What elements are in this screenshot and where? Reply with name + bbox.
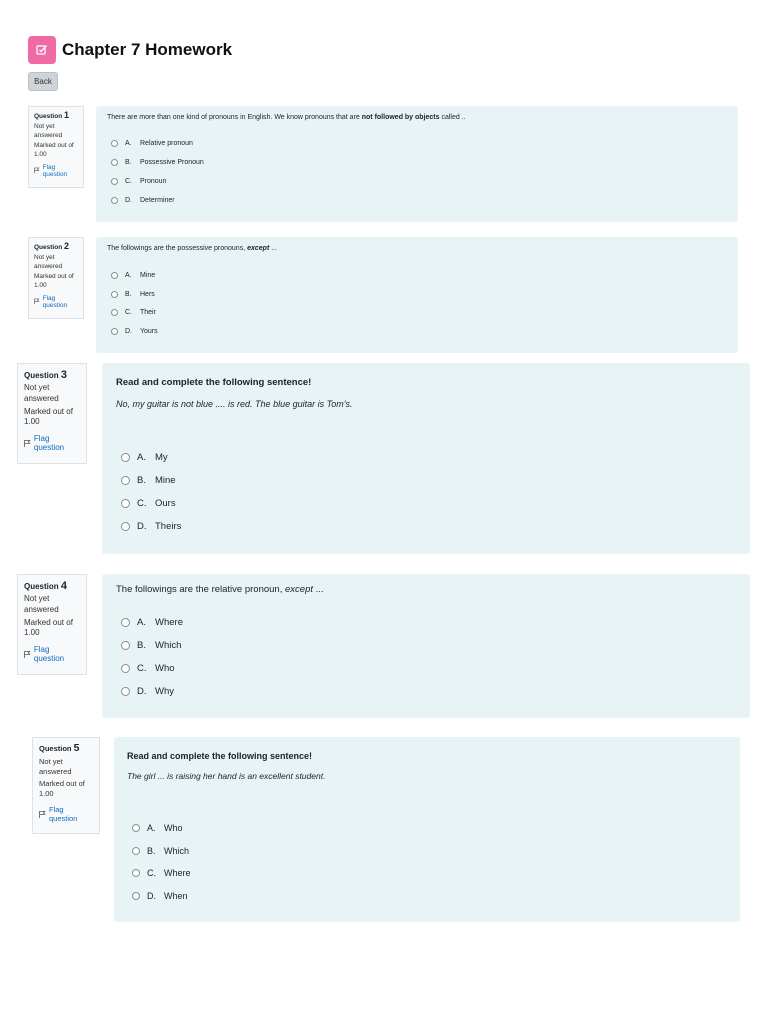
question-text: There are more than one kind of pronouns in English. We know pronouns that are not followed by objects called .. — [107, 114, 466, 121]
back-button[interactable]: Back — [28, 72, 58, 91]
flag-question-link[interactable] — [24, 434, 81, 452]
flag-question-label: Flag question — [33, 645, 65, 664]
question-state: Not yet answered — [24, 383, 59, 403]
flag-icon — [24, 650, 31, 659]
radio-icon[interactable] — [132, 892, 140, 900]
question-state: Not yet answered — [34, 122, 63, 139]
flag-icon — [34, 298, 40, 305]
question-label: Question — [24, 371, 59, 380]
question-mark: Marked out of 1.00 — [34, 142, 74, 159]
flag-icon — [34, 167, 40, 174]
question-sentence: No, my guitar is not blue .... is red. The blue guitar is Tom's. — [116, 399, 353, 409]
question-state: Not yet answered — [34, 253, 63, 270]
question-label: Question — [34, 113, 63, 120]
question-text: Read and complete the following sentence! — [116, 377, 312, 388]
answer-option[interactable]: B. Possessive Pronoun — [111, 159, 204, 166]
answer-option[interactable]: D. Why — [121, 686, 174, 697]
answer-option[interactable]: D. Theirs — [121, 521, 181, 532]
question-num: 2 — [63, 241, 69, 251]
answer-option[interactable]: B. Hers — [111, 291, 155, 298]
answer-option[interactable]: A. Who — [132, 823, 183, 833]
radio-icon[interactable] — [111, 178, 118, 185]
answer-option[interactable]: A. Mine — [111, 272, 155, 279]
question-1 — [28, 106, 738, 222]
question-text: Read and complete the following sentence! — [127, 751, 313, 761]
radio-icon[interactable] — [111, 309, 118, 316]
radio-icon[interactable] — [121, 522, 130, 531]
answer-option[interactable]: C. Where — [132, 868, 191, 878]
flag-question-link[interactable] — [39, 805, 94, 823]
radio-icon[interactable] — [121, 499, 130, 508]
question-content — [114, 737, 740, 922]
page-title: Chapter 7 Homework — [62, 40, 233, 59]
question-number — [24, 580, 81, 592]
radio-icon[interactable] — [111, 272, 118, 279]
radio-icon[interactable] — [121, 476, 130, 485]
radio-icon[interactable] — [111, 159, 118, 166]
question-mark: Marked out of 1.00 — [24, 406, 73, 427]
question-number — [34, 242, 79, 252]
question-mark: Marked out of 1.00 — [39, 778, 85, 798]
question-info — [17, 574, 87, 675]
question-mark: Marked out of 1.00 — [34, 273, 74, 290]
flag-question-label: Flag question — [49, 805, 78, 824]
radio-icon[interactable] — [132, 869, 140, 877]
question-number — [24, 369, 81, 381]
radio-icon[interactable] — [111, 140, 118, 147]
question-state: Not yet answered — [24, 594, 59, 614]
answer-option[interactable]: A. My — [121, 452, 168, 463]
question-num: 1 — [63, 110, 69, 120]
question-content — [96, 237, 738, 353]
question-label: Question — [24, 582, 59, 591]
question-number — [34, 111, 79, 121]
question-num: 4 — [60, 580, 68, 592]
answer-option[interactable]: B. Which — [132, 846, 189, 856]
question-4 — [17, 574, 750, 718]
answer-option[interactable]: A. Relative pronoun — [111, 140, 193, 147]
answer-option[interactable]: C. Their — [111, 309, 156, 316]
answer-option[interactable]: A. Where — [121, 617, 183, 628]
question-sentence: The girl ... is raising her hand is an excellent student. — [127, 771, 326, 781]
answer-option[interactable]: C. Who — [121, 663, 175, 674]
question-content — [102, 363, 750, 554]
flag-question-label: Flag question — [42, 163, 68, 178]
question-num: 3 — [60, 369, 68, 381]
question-3 — [17, 363, 750, 554]
flag-question-link[interactable] — [24, 645, 81, 663]
radio-icon[interactable] — [121, 453, 130, 462]
radio-icon[interactable] — [121, 687, 130, 696]
question-text: The followings are the relative pronoun, except ... — [116, 584, 324, 595]
answer-option[interactable]: C. Ours — [121, 498, 176, 509]
flag-question-label: Flag question — [42, 294, 68, 309]
question-info — [28, 106, 84, 188]
question-number — [39, 743, 94, 755]
question-5 — [32, 737, 740, 922]
radio-icon[interactable] — [111, 197, 118, 204]
question-state: Not yet answered — [39, 756, 72, 776]
flag-icon — [24, 439, 31, 448]
radio-icon[interactable] — [111, 328, 118, 335]
question-num: 5 — [73, 742, 80, 754]
flag-icon — [39, 810, 46, 819]
radio-icon[interactable] — [121, 664, 130, 673]
flag-question-link[interactable] — [34, 295, 79, 309]
flag-question-link[interactable] — [34, 164, 79, 178]
radio-icon[interactable] — [132, 824, 140, 832]
question-content — [96, 106, 738, 222]
radio-icon[interactable] — [121, 618, 130, 627]
question-content — [102, 574, 750, 718]
answer-option[interactable]: D. Determiner — [111, 197, 175, 204]
question-info — [17, 363, 87, 464]
checkbox-edit-icon — [28, 36, 56, 64]
question-text: The followings are the possessive pronouns, except ... — [107, 245, 278, 252]
answer-option[interactable]: B. Mine — [121, 475, 176, 486]
question-label: Question — [34, 244, 63, 251]
question-2 — [28, 237, 738, 353]
radio-icon[interactable] — [111, 291, 118, 298]
radio-icon[interactable] — [121, 641, 130, 650]
answer-option[interactable]: D. Yours — [111, 328, 158, 335]
answer-option[interactable]: B. Which — [121, 640, 181, 651]
question-info — [32, 737, 100, 834]
radio-icon[interactable] — [132, 847, 140, 855]
answer-option[interactable]: C. Pronoun — [111, 178, 166, 185]
answer-option[interactable]: D. When — [132, 891, 188, 901]
question-mark: Marked out of 1.00 — [24, 617, 73, 638]
page-header — [28, 36, 232, 64]
flag-question-label: Flag question — [33, 434, 65, 453]
question-info — [28, 237, 84, 319]
question-label: Question — [39, 744, 72, 753]
